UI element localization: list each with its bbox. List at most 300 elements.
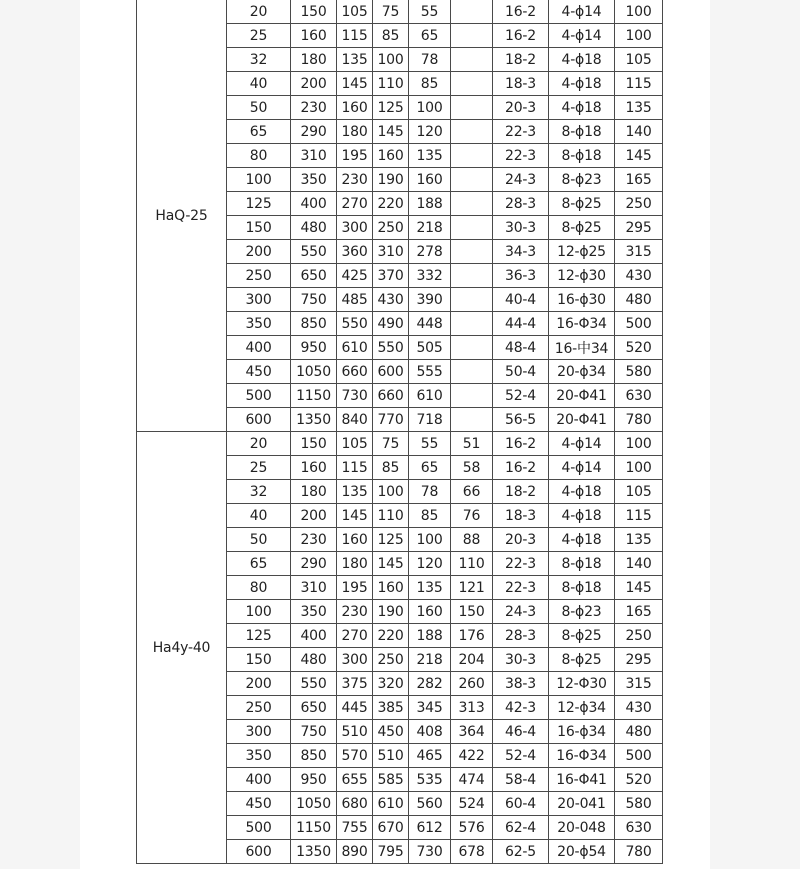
cell-raised-face-dia: 510	[373, 744, 409, 768]
cell-length: 105	[615, 480, 663, 504]
cell-col-d4: 78	[409, 480, 451, 504]
cell-length: 250	[615, 192, 663, 216]
cell-length: 580	[615, 792, 663, 816]
cell-thickness-face: 20-3	[493, 528, 549, 552]
cell-bolt-circle: 840	[337, 408, 373, 432]
cell-bolt-holes: 8-ϕ18	[549, 120, 615, 144]
cell-raised-face-dia: 145	[373, 552, 409, 576]
cell-length: 105	[615, 48, 663, 72]
flange-dimension-table	[136, 0, 663, 864]
cell-col-d4: 188	[409, 624, 451, 648]
cell-raised-face-dia: 490	[373, 312, 409, 336]
cell-outer-diameter: 550	[291, 240, 337, 264]
cell-col-d4: 718	[409, 408, 451, 432]
cell-bolt-holes: 4-ϕ14	[549, 24, 615, 48]
cell-col-d5: 576	[451, 816, 493, 840]
cell-col-d4: 332	[409, 264, 451, 288]
cell-bolt-holes: 12-Φ30	[549, 672, 615, 696]
cell-length: 165	[615, 600, 663, 624]
cell-thickness-face: 50-4	[493, 360, 549, 384]
cell-col-d4: 218	[409, 648, 451, 672]
cell-thickness-face: 62-4	[493, 816, 549, 840]
cell-nominal-size: 300	[227, 720, 291, 744]
cell-bolt-circle: 180	[337, 120, 373, 144]
cell-bolt-circle: 300	[337, 216, 373, 240]
cell-bolt-holes: 8-ϕ18	[549, 576, 615, 600]
cell-outer-diameter: 650	[291, 696, 337, 720]
cell-nominal-size: 80	[227, 576, 291, 600]
cell-bolt-circle: 660	[337, 360, 373, 384]
cell-outer-diameter: 650	[291, 264, 337, 288]
cell-nominal-size: 150	[227, 216, 291, 240]
cell-bolt-circle: 270	[337, 192, 373, 216]
cell-col-d4: 465	[409, 744, 451, 768]
cell-bolt-holes: 8-ϕ18	[549, 144, 615, 168]
cell-thickness-face: 28-3	[493, 192, 549, 216]
cell-col-d4: 278	[409, 240, 451, 264]
cell-col-d5	[451, 408, 493, 432]
cell-nominal-size: 400	[227, 768, 291, 792]
cell-outer-diameter: 230	[291, 528, 337, 552]
cell-thickness-face: 22-3	[493, 576, 549, 600]
cell-nominal-size: 350	[227, 744, 291, 768]
cell-col-d5	[451, 384, 493, 408]
cell-bolt-holes: 16-Φ34	[549, 312, 615, 336]
cell-raised-face-dia: 75	[373, 432, 409, 456]
cell-col-d4: 612	[409, 816, 451, 840]
cell-nominal-size: 150	[227, 648, 291, 672]
cell-raised-face-dia: 450	[373, 720, 409, 744]
cell-col-d5: 176	[451, 624, 493, 648]
cell-length: 520	[615, 336, 663, 360]
cell-bolt-circle: 180	[337, 552, 373, 576]
cell-col-d5: 204	[451, 648, 493, 672]
table-row	[137, 432, 663, 456]
cell-bolt-holes: 8-ϕ25	[549, 648, 615, 672]
cell-raised-face-dia: 385	[373, 696, 409, 720]
cell-bolt-circle: 425	[337, 264, 373, 288]
cell-bolt-circle: 890	[337, 840, 373, 864]
cell-col-d5: 51	[451, 432, 493, 456]
cell-col-d5: 678	[451, 840, 493, 864]
cell-nominal-size: 200	[227, 240, 291, 264]
cell-length: 140	[615, 552, 663, 576]
cell-raised-face-dia: 125	[373, 528, 409, 552]
cell-outer-diameter: 400	[291, 192, 337, 216]
cell-length: 250	[615, 624, 663, 648]
cell-bolt-circle: 755	[337, 816, 373, 840]
cell-bolt-holes: 8-ϕ25	[549, 216, 615, 240]
cell-bolt-holes: 20-ϕ34	[549, 360, 615, 384]
cell-raised-face-dia: 100	[373, 48, 409, 72]
cell-thickness-face: 38-3	[493, 672, 549, 696]
cell-col-d4: 610	[409, 384, 451, 408]
cell-raised-face-dia: 430	[373, 288, 409, 312]
cell-length: 115	[615, 504, 663, 528]
cell-col-d5	[451, 360, 493, 384]
cell-col-d4: 408	[409, 720, 451, 744]
cell-col-d4: 100	[409, 528, 451, 552]
cell-col-d5	[451, 216, 493, 240]
cell-bolt-holes: 4-ϕ14	[549, 0, 615, 24]
cell-thickness-face: 52-4	[493, 384, 549, 408]
cell-outer-diameter: 1350	[291, 408, 337, 432]
cell-col-d4: 555	[409, 360, 451, 384]
cell-nominal-size: 450	[227, 360, 291, 384]
cell-bolt-circle: 145	[337, 504, 373, 528]
cell-raised-face-dia: 160	[373, 144, 409, 168]
cell-raised-face-dia: 250	[373, 648, 409, 672]
cell-raised-face-dia: 795	[373, 840, 409, 864]
cell-col-d5	[451, 24, 493, 48]
cell-col-d5: 121	[451, 576, 493, 600]
cell-bolt-circle: 195	[337, 144, 373, 168]
cell-raised-face-dia: 85	[373, 24, 409, 48]
cell-col-d4: 505	[409, 336, 451, 360]
cell-outer-diameter: 230	[291, 96, 337, 120]
cell-nominal-size: 40	[227, 72, 291, 96]
cell-col-d4: 85	[409, 72, 451, 96]
cell-raised-face-dia: 190	[373, 600, 409, 624]
cell-bolt-holes: 4-ϕ18	[549, 504, 615, 528]
cell-bolt-holes: 4-ϕ18	[549, 72, 615, 96]
cell-bolt-circle: 230	[337, 168, 373, 192]
cell-outer-diameter: 1150	[291, 816, 337, 840]
cell-outer-diameter: 1150	[291, 384, 337, 408]
cell-raised-face-dia: 125	[373, 96, 409, 120]
cell-col-d5	[451, 264, 493, 288]
cell-bolt-holes: 8-ϕ23	[549, 168, 615, 192]
cell-bolt-holes: 20-Φ41	[549, 408, 615, 432]
cell-nominal-size: 20	[227, 0, 291, 24]
cell-bolt-holes: 12-ϕ34	[549, 696, 615, 720]
cell-bolt-holes: 20-ϕ54	[549, 840, 615, 864]
cell-bolt-circle: 570	[337, 744, 373, 768]
cell-thickness-face: 40-4	[493, 288, 549, 312]
cell-col-d4: 135	[409, 144, 451, 168]
cell-col-d5: 422	[451, 744, 493, 768]
cell-bolt-holes: 12-ϕ30	[549, 264, 615, 288]
cell-thickness-face: 22-3	[493, 552, 549, 576]
cell-nominal-size: 65	[227, 120, 291, 144]
cell-length: 295	[615, 216, 663, 240]
cell-length: 520	[615, 768, 663, 792]
cell-outer-diameter: 1050	[291, 360, 337, 384]
cell-thickness-face: 24-3	[493, 168, 549, 192]
cell-outer-diameter: 200	[291, 504, 337, 528]
cell-thickness-face: 30-3	[493, 648, 549, 672]
cell-raised-face-dia: 75	[373, 0, 409, 24]
cell-outer-diameter: 310	[291, 144, 337, 168]
cell-bolt-circle: 680	[337, 792, 373, 816]
cell-outer-diameter: 850	[291, 312, 337, 336]
cell-length: 145	[615, 576, 663, 600]
cell-col-d4: 65	[409, 456, 451, 480]
model-cell: Ha4y-40	[137, 432, 227, 864]
cell-bolt-holes: 4-ϕ14	[549, 456, 615, 480]
cell-bolt-circle: 360	[337, 240, 373, 264]
cell-length: 100	[615, 24, 663, 48]
cell-raised-face-dia: 660	[373, 384, 409, 408]
cell-col-d5: 524	[451, 792, 493, 816]
cell-col-d4: 282	[409, 672, 451, 696]
cell-bolt-circle: 230	[337, 600, 373, 624]
cell-length: 165	[615, 168, 663, 192]
cell-bolt-circle: 145	[337, 72, 373, 96]
cell-bolt-holes: 4-ϕ18	[549, 96, 615, 120]
cell-nominal-size: 65	[227, 552, 291, 576]
cell-raised-face-dia: 370	[373, 264, 409, 288]
cell-raised-face-dia: 585	[373, 768, 409, 792]
cell-nominal-size: 125	[227, 192, 291, 216]
cell-thickness-face: 16-2	[493, 456, 549, 480]
cell-bolt-circle: 115	[337, 456, 373, 480]
cell-nominal-size: 200	[227, 672, 291, 696]
cell-bolt-holes: 16-中34	[549, 336, 615, 360]
cell-bolt-circle: 485	[337, 288, 373, 312]
cell-col-d5: 364	[451, 720, 493, 744]
cell-col-d4: 535	[409, 768, 451, 792]
cell-bolt-circle: 195	[337, 576, 373, 600]
cell-nominal-size: 450	[227, 792, 291, 816]
cell-col-d5	[451, 120, 493, 144]
cell-length: 500	[615, 744, 663, 768]
cell-nominal-size: 80	[227, 144, 291, 168]
cell-outer-diameter: 180	[291, 48, 337, 72]
cell-outer-diameter: 750	[291, 720, 337, 744]
cell-nominal-size: 350	[227, 312, 291, 336]
cell-length: 780	[615, 408, 663, 432]
cell-length: 140	[615, 120, 663, 144]
cell-thickness-face: 22-3	[493, 144, 549, 168]
cell-length: 145	[615, 144, 663, 168]
cell-nominal-size: 400	[227, 336, 291, 360]
cell-thickness-face: 58-4	[493, 768, 549, 792]
cell-thickness-face: 18-3	[493, 72, 549, 96]
cell-thickness-face: 48-4	[493, 336, 549, 360]
cell-raised-face-dia: 250	[373, 216, 409, 240]
cell-raised-face-dia: 310	[373, 240, 409, 264]
cell-bolt-holes: 16-Φ34	[549, 744, 615, 768]
cell-nominal-size: 40	[227, 504, 291, 528]
cell-bolt-holes: 16-Φ41	[549, 768, 615, 792]
cell-col-d4: 730	[409, 840, 451, 864]
cell-col-d5	[451, 192, 493, 216]
cell-nominal-size: 500	[227, 384, 291, 408]
cell-col-d5	[451, 240, 493, 264]
cell-thickness-face: 42-3	[493, 696, 549, 720]
cell-length: 630	[615, 384, 663, 408]
cell-thickness-face: 16-2	[493, 432, 549, 456]
cell-col-d5	[451, 312, 493, 336]
cell-bolt-circle: 510	[337, 720, 373, 744]
cell-col-d4: 85	[409, 504, 451, 528]
cell-bolt-circle: 550	[337, 312, 373, 336]
cell-length: 480	[615, 720, 663, 744]
cell-col-d4: 120	[409, 120, 451, 144]
cell-col-d5: 76	[451, 504, 493, 528]
cell-outer-diameter: 150	[291, 432, 337, 456]
cell-col-d5: 66	[451, 480, 493, 504]
cell-thickness-face: 34-3	[493, 240, 549, 264]
cell-col-d4: 160	[409, 168, 451, 192]
cell-bolt-circle: 610	[337, 336, 373, 360]
cell-bolt-holes: 20-041	[549, 792, 615, 816]
cell-length: 780	[615, 840, 663, 864]
cell-nominal-size: 125	[227, 624, 291, 648]
cell-bolt-holes: 12-ϕ25	[549, 240, 615, 264]
cell-outer-diameter: 400	[291, 624, 337, 648]
cell-raised-face-dia: 600	[373, 360, 409, 384]
cell-col-d5: 110	[451, 552, 493, 576]
cell-bolt-holes: 16-ϕ34	[549, 720, 615, 744]
cell-outer-diameter: 200	[291, 72, 337, 96]
cell-thickness-face: 60-4	[493, 792, 549, 816]
cell-col-d4: 135	[409, 576, 451, 600]
cell-raised-face-dia: 220	[373, 192, 409, 216]
cell-col-d5: 313	[451, 696, 493, 720]
cell-bolt-circle: 445	[337, 696, 373, 720]
cell-col-d4: 120	[409, 552, 451, 576]
cell-raised-face-dia: 770	[373, 408, 409, 432]
cell-raised-face-dia: 220	[373, 624, 409, 648]
cell-bolt-circle: 160	[337, 528, 373, 552]
cell-raised-face-dia: 320	[373, 672, 409, 696]
cell-col-d4: 55	[409, 0, 451, 24]
cell-bolt-circle: 270	[337, 624, 373, 648]
cell-col-d5	[451, 48, 493, 72]
cell-thickness-face: 44-4	[493, 312, 549, 336]
cell-bolt-circle: 375	[337, 672, 373, 696]
cell-bolt-circle: 115	[337, 24, 373, 48]
cell-col-d4: 65	[409, 24, 451, 48]
cell-bolt-holes: 16-ϕ30	[549, 288, 615, 312]
cell-bolt-circle: 730	[337, 384, 373, 408]
cell-outer-diameter: 480	[291, 648, 337, 672]
cell-length: 295	[615, 648, 663, 672]
cell-length: 500	[615, 312, 663, 336]
cell-length: 135	[615, 528, 663, 552]
cell-length: 100	[615, 0, 663, 24]
cell-bolt-circle: 105	[337, 432, 373, 456]
cell-outer-diameter: 180	[291, 480, 337, 504]
cell-bolt-holes: 4-ϕ18	[549, 528, 615, 552]
cell-outer-diameter: 850	[291, 744, 337, 768]
cell-col-d5	[451, 72, 493, 96]
cell-outer-diameter: 550	[291, 672, 337, 696]
cell-nominal-size: 25	[227, 24, 291, 48]
cell-col-d4: 78	[409, 48, 451, 72]
cell-bolt-holes: 4-ϕ14	[549, 432, 615, 456]
cell-thickness-face: 18-2	[493, 48, 549, 72]
cell-bolt-circle: 655	[337, 768, 373, 792]
cell-thickness-face: 24-3	[493, 600, 549, 624]
cell-raised-face-dia: 160	[373, 576, 409, 600]
cell-col-d4: 560	[409, 792, 451, 816]
cell-bolt-holes: 8-ϕ23	[549, 600, 615, 624]
cell-col-d5	[451, 0, 493, 24]
cell-outer-diameter: 160	[291, 456, 337, 480]
cell-raised-face-dia: 85	[373, 456, 409, 480]
cell-nominal-size: 50	[227, 528, 291, 552]
cell-outer-diameter: 1350	[291, 840, 337, 864]
cell-thickness-face: 46-4	[493, 720, 549, 744]
cell-nominal-size: 250	[227, 696, 291, 720]
cell-bolt-holes: 8-ϕ25	[549, 624, 615, 648]
cell-length: 115	[615, 72, 663, 96]
cell-bolt-circle: 160	[337, 96, 373, 120]
cell-outer-diameter: 350	[291, 168, 337, 192]
cell-thickness-face: 16-2	[493, 0, 549, 24]
cell-length: 430	[615, 264, 663, 288]
cell-col-d4: 100	[409, 96, 451, 120]
model-cell: HaQ-25	[137, 0, 227, 432]
cell-raised-face-dia: 190	[373, 168, 409, 192]
cell-thickness-face: 30-3	[493, 216, 549, 240]
cell-bolt-circle: 135	[337, 48, 373, 72]
cell-nominal-size: 50	[227, 96, 291, 120]
document-page	[80, 0, 710, 869]
cell-outer-diameter: 160	[291, 24, 337, 48]
cell-nominal-size: 250	[227, 264, 291, 288]
cell-nominal-size: 500	[227, 816, 291, 840]
cell-thickness-face: 56-5	[493, 408, 549, 432]
cell-bolt-holes: 20-048	[549, 816, 615, 840]
cell-thickness-face: 20-3	[493, 96, 549, 120]
cell-raised-face-dia: 610	[373, 792, 409, 816]
cell-thickness-face: 28-3	[493, 624, 549, 648]
cell-raised-face-dia: 550	[373, 336, 409, 360]
cell-outer-diameter: 1050	[291, 792, 337, 816]
cell-length: 100	[615, 432, 663, 456]
cell-col-d5	[451, 336, 493, 360]
cell-length: 630	[615, 816, 663, 840]
cell-outer-diameter: 350	[291, 600, 337, 624]
cell-thickness-face: 18-2	[493, 480, 549, 504]
cell-raised-face-dia: 145	[373, 120, 409, 144]
cell-col-d5	[451, 144, 493, 168]
cell-outer-diameter: 950	[291, 768, 337, 792]
cell-col-d5	[451, 168, 493, 192]
cell-outer-diameter: 750	[291, 288, 337, 312]
cell-thickness-face: 36-3	[493, 264, 549, 288]
cell-nominal-size: 600	[227, 840, 291, 864]
cell-nominal-size: 20	[227, 432, 291, 456]
cell-bolt-holes: 4-ϕ18	[549, 48, 615, 72]
cell-outer-diameter: 950	[291, 336, 337, 360]
cell-col-d4: 390	[409, 288, 451, 312]
cell-thickness-face: 62-5	[493, 840, 549, 864]
cell-outer-diameter: 290	[291, 552, 337, 576]
cell-length: 580	[615, 360, 663, 384]
cell-nominal-size: 600	[227, 408, 291, 432]
cell-outer-diameter: 480	[291, 216, 337, 240]
cell-nominal-size: 100	[227, 600, 291, 624]
cell-col-d5: 150	[451, 600, 493, 624]
cell-col-d5	[451, 288, 493, 312]
cell-length: 315	[615, 240, 663, 264]
cell-length: 480	[615, 288, 663, 312]
cell-col-d4: 218	[409, 216, 451, 240]
cell-bolt-holes: 20-Φ41	[549, 384, 615, 408]
cell-col-d5	[451, 96, 493, 120]
cell-length: 100	[615, 456, 663, 480]
cell-col-d4: 448	[409, 312, 451, 336]
cell-thickness-face: 18-3	[493, 504, 549, 528]
cell-col-d4: 55	[409, 432, 451, 456]
cell-nominal-size: 32	[227, 480, 291, 504]
cell-nominal-size: 300	[227, 288, 291, 312]
